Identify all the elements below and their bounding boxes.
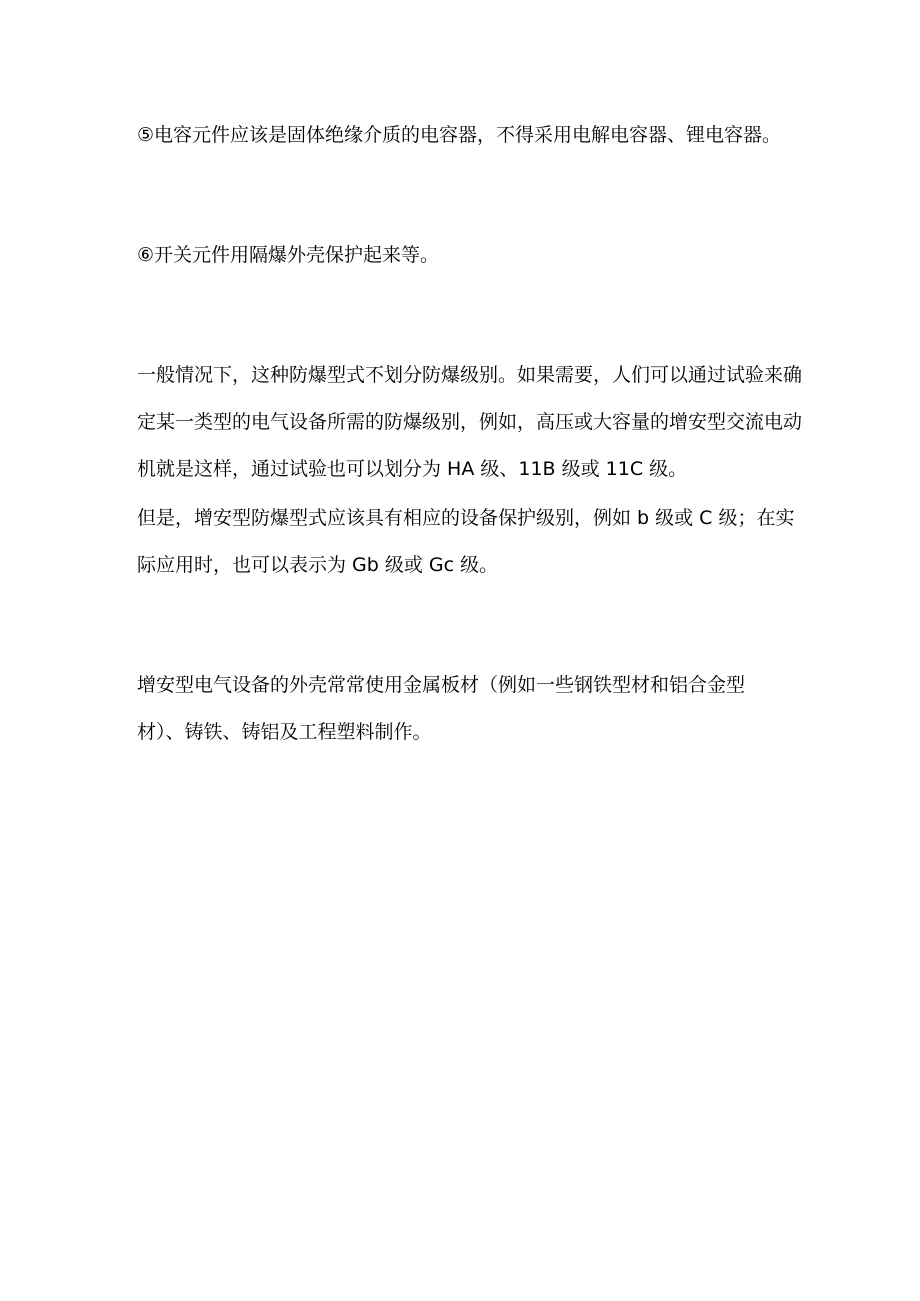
text-line-paragraph1-2: 定某一类型的电气设备所需的防爆级别，例如，高压或大容量的增安型交流电动 (137, 411, 803, 433)
text-line-paragraph3-1: 增安型电气设备的外壳常常使用金属板材（例如一些钢铁型材和铝合金型 (137, 674, 746, 696)
text-line-paragraph1-3: 机就是这样，通过试验也可以划分为 HA 级、11B 级或 11C 级。 (137, 458, 688, 480)
text-line-switch: ⑥开关元件用隔爆外壳保护起来等。 (137, 244, 440, 266)
text-line-paragraph1-1: 一般情况下，这种防爆型式不划分防爆级别。如果需要，人们可以通过试验来确 (137, 364, 803, 386)
text-line-paragraph2-1: 但是，增安型防爆型式应该具有相应的设备保护级别，例如 b 级或 C 级；在实 (137, 507, 795, 529)
text-line-paragraph2-2: 际应用时，也可以表示为 Gb 级或 Gc 级。 (137, 554, 499, 576)
text-line-capacitor: ⑤电容元件应该是固体绝缘介质的电容器，不得采用电解电容器、锂电容器。 (137, 124, 782, 146)
text-line-paragraph3-2: 材）、铸铁、铸铝及工程塑料制作。 (137, 721, 432, 743)
